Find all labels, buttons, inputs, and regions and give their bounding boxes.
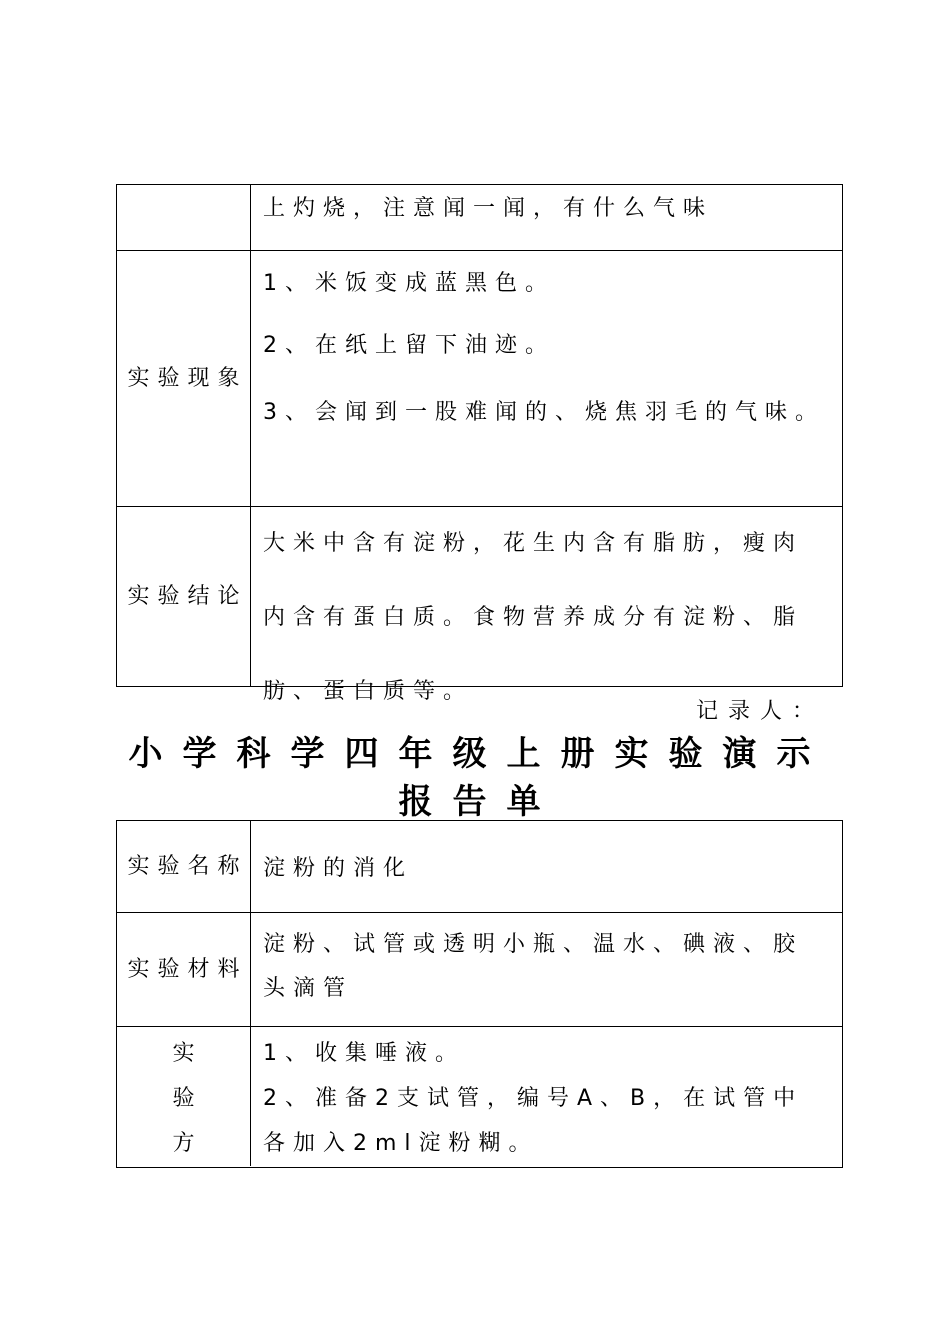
phenomena-line-3: 3、会闻到一股难闻的、烧焦羽毛的气味。: [263, 400, 825, 425]
materials-label: 实验材料: [117, 913, 251, 1026]
experiment-table-1: [116, 184, 843, 704]
phenomena-line-2: 2、在纸上留下油迹。: [263, 333, 555, 358]
row-value: 上灼烧，注意闻一闻，有什么气味: [263, 196, 714, 221]
page-title: 小学科学四年级上册实验演示报告单: [128, 734, 831, 822]
conclusion-text: 大米中含有淀粉，花生内含有脂肪，瘦肉内含有蛋白质。食物营养成分有淀粉、脂肪、蛋白质等。: [263, 531, 804, 704]
row-label: [117, 185, 251, 250]
method-line-1: 1、收集唾液。: [263, 1041, 465, 1066]
table-row-method: [117, 1026, 842, 1166]
table-row-conclusion: [117, 506, 842, 704]
table-row-materials: [117, 912, 842, 1026]
materials-value: 淀粉、试管或透明小瓶、温水、碘液、胶头滴管: [263, 932, 804, 1001]
phenomena-label: 实验现象: [117, 251, 251, 506]
phenomena-value: [251, 251, 842, 506]
recorder-label: 记录人：: [695, 699, 824, 724]
table-row-phenomena: [117, 250, 842, 506]
method-label: [117, 1027, 251, 1166]
name-label: 实验名称: [117, 821, 251, 912]
table-row-name: [117, 821, 842, 912]
method-label-char: 验: [172, 1086, 195, 1111]
conclusion-label: 实验结论: [117, 507, 251, 687]
name-value: 淀粉的消化: [263, 856, 414, 881]
phenomena-line-1: 1、米饭变成蓝黑色。: [263, 271, 555, 296]
method-value: [251, 1027, 842, 1166]
method-label-char: 实: [172, 1041, 195, 1066]
experiment-table-2: [116, 820, 843, 1168]
method-label-char: 方: [172, 1131, 195, 1156]
table-row: [117, 185, 842, 250]
conclusion-value: [251, 495, 842, 704]
method-line-2: 2、准备2支试管，编号A、B，在试管中各加入2ml淀粉糊。: [263, 1086, 804, 1156]
